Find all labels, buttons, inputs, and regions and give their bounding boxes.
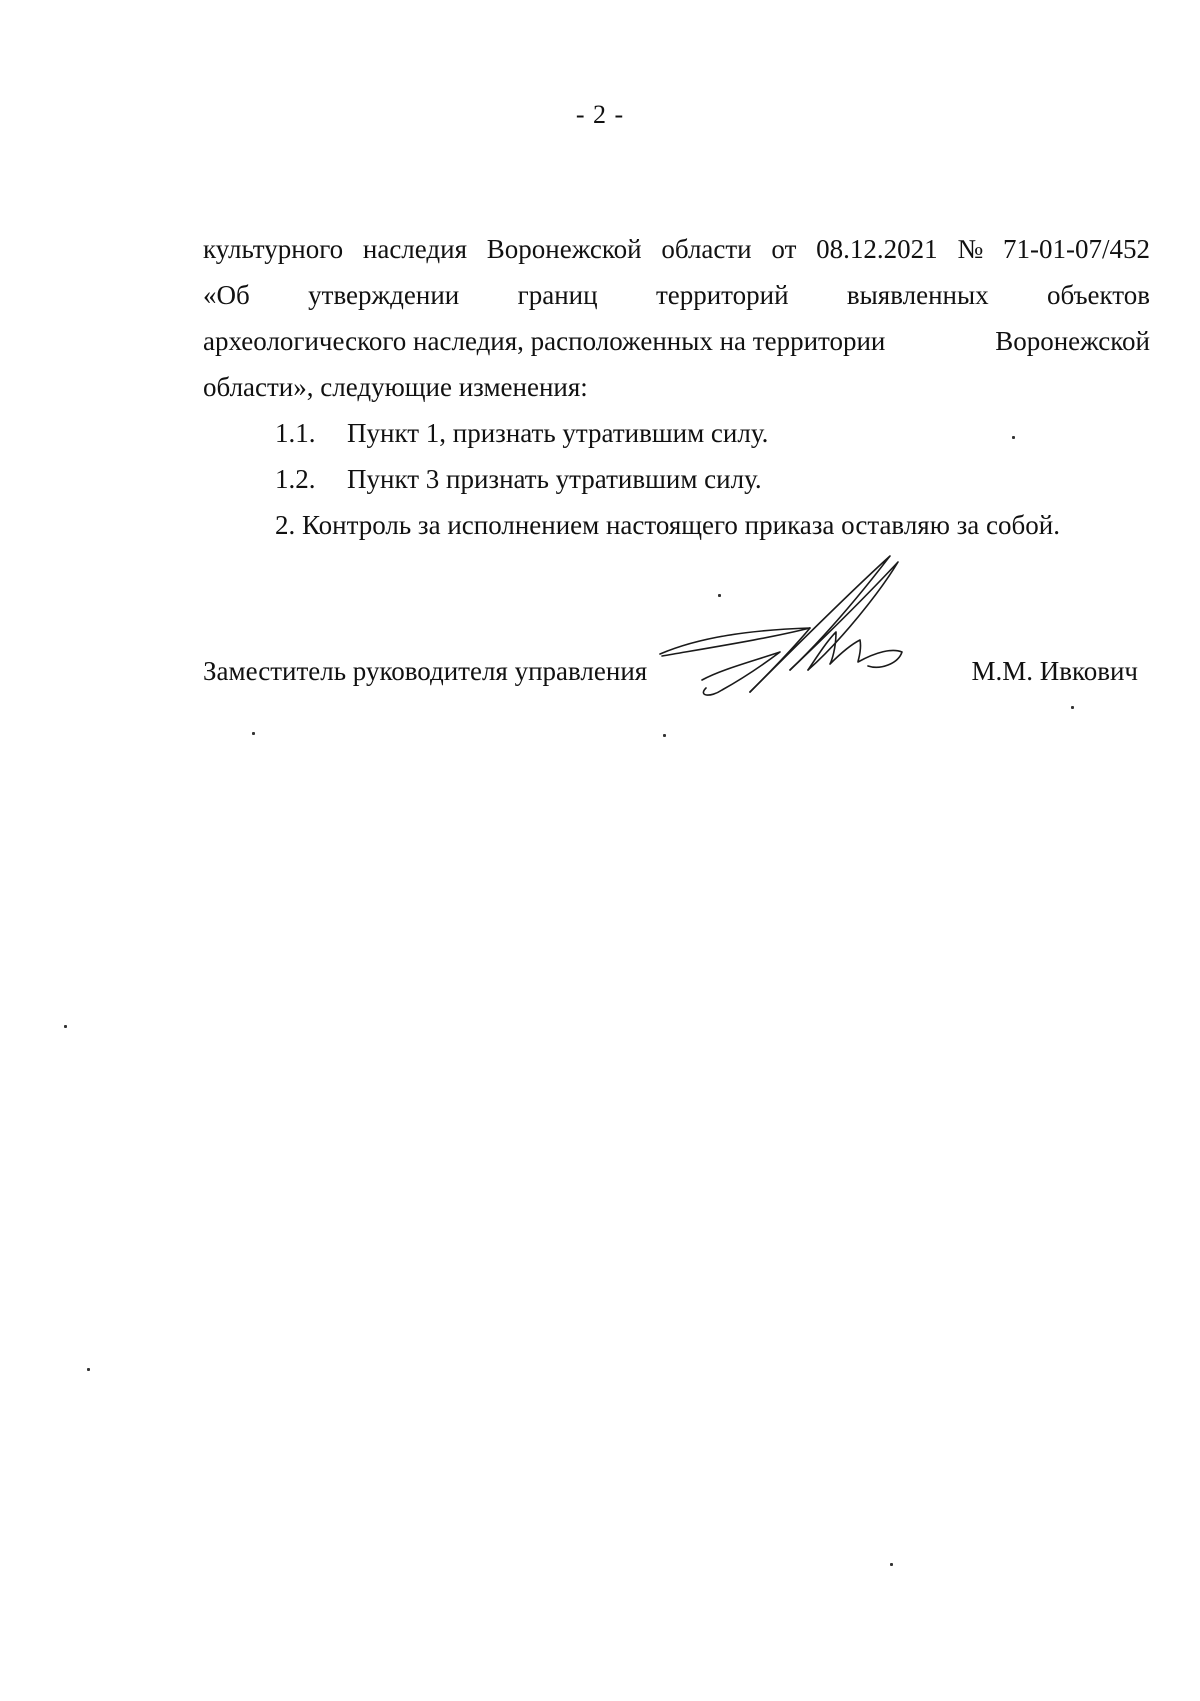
signatory-position: Заместитель руководителя управления (203, 656, 648, 686)
scan-speck (718, 594, 721, 597)
word: от (771, 234, 797, 264)
scan-speck (1012, 436, 1015, 439)
handwritten-signature (640, 552, 970, 732)
scan-speck (252, 732, 255, 735)
word: 71-01-07/452 (1002, 234, 1150, 264)
scan-speck (1071, 706, 1074, 709)
word: границ (517, 280, 598, 310)
word: Воронежской (486, 234, 642, 264)
list-item (203, 410, 1150, 456)
list-item-text: Пункт 1, признать утратившим силу. (347, 418, 769, 448)
page-number: - 2 - (575, 100, 625, 129)
word: выявленных (846, 280, 989, 310)
paragraph-line-4: области», следующие изменения: (203, 372, 588, 402)
scan-speck (663, 734, 666, 737)
list-item-number: 1.2. (275, 464, 316, 494)
list-item-text: Пункт 3 признать утратившим силу. (347, 464, 762, 494)
list-item (203, 456, 1150, 502)
line-right-text: Воронежской (995, 326, 1150, 356)
scan-speck (64, 1025, 67, 1028)
word: области (661, 234, 752, 264)
word: утверждении (308, 280, 460, 310)
paragraph-line-1 (203, 226, 1150, 272)
word: наследия (362, 234, 468, 264)
word: «Об (203, 280, 250, 310)
control-paragraph: 2. Контроль за исполнением настоящего приказа оставляю за собой. (275, 510, 1060, 540)
document-body (203, 226, 1150, 548)
word: № (957, 234, 984, 264)
paragraph-line-2 (203, 272, 1150, 318)
word: культурного (203, 234, 344, 264)
word: 08.12.2021 (816, 234, 938, 264)
signatory-name: М.М. Ивкович (971, 656, 1138, 686)
line-left-text: археологического наследия, расположенных на территории (203, 326, 886, 356)
paragraph-line-3 (203, 318, 1150, 364)
word: объектов (1047, 280, 1150, 310)
list-item-number: 1.1. (275, 418, 316, 448)
word: территорий (655, 280, 789, 310)
scan-speck (890, 1563, 893, 1566)
scan-speck (87, 1368, 90, 1371)
